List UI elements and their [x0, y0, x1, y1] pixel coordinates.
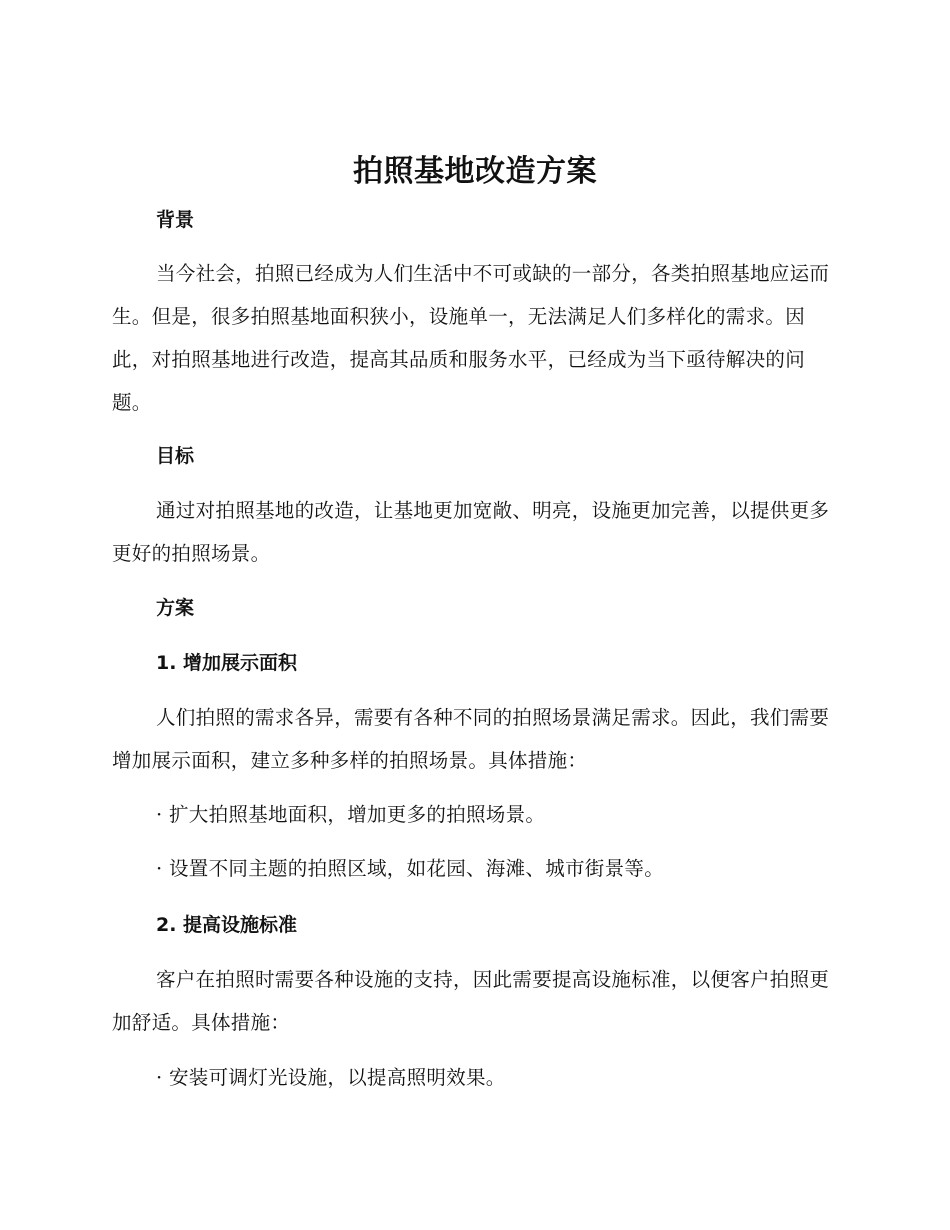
section-heading-goal: 目标 [156, 445, 195, 467]
plan-item2-heading: 2. 提高设施标准 [156, 914, 298, 936]
background-paragraph: 当今社会，拍照已经成为人们生活中不可或缺的一部分，各类拍照基地应运而生。但是，很多拍照基地面积狭小，设施单一，无法满足人们多样化的需求。因此，对拍照基地进行改造，提高其品质和服务水平，已经成为当下亟待解决的问题。 [112, 262, 830, 414]
section-heading-plan: 方案 [156, 597, 195, 619]
plan-item1-heading: 1. 增加展示面积 [156, 652, 298, 674]
plan-item2-bullet-1: · 安装可调灯光设施，以提高照明效果。 [156, 1066, 506, 1089]
plan-item2-paragraph: 客户在拍照时需要各种设施的支持，因此需要提高设施标准，以便客户拍照更加舒适。具体措施： [112, 968, 830, 1034]
document-title: 拍照基地改造方案 [353, 154, 597, 189]
goal-paragraph: 通过对拍照基地的改造，让基地更加宽敞、明亮，设施更加完善，以提供更多更好的拍照场景。 [112, 499, 830, 565]
plan-item1-paragraph: 人们拍照的需求各异，需要有各种不同的拍照场景满足需求。因此，我们需要增加展示面积，建立多种多样的拍照场景。具体措施： [112, 706, 830, 772]
section-heading-background: 背景 [156, 209, 195, 231]
plan-item1-bullet-2: · 设置不同主题的拍照区域，如花园、海滩、城市街景等。 [156, 857, 664, 880]
plan-item1-bullet-1: · 扩大拍照基地面积，增加更多的拍照场景。 [156, 803, 546, 826]
